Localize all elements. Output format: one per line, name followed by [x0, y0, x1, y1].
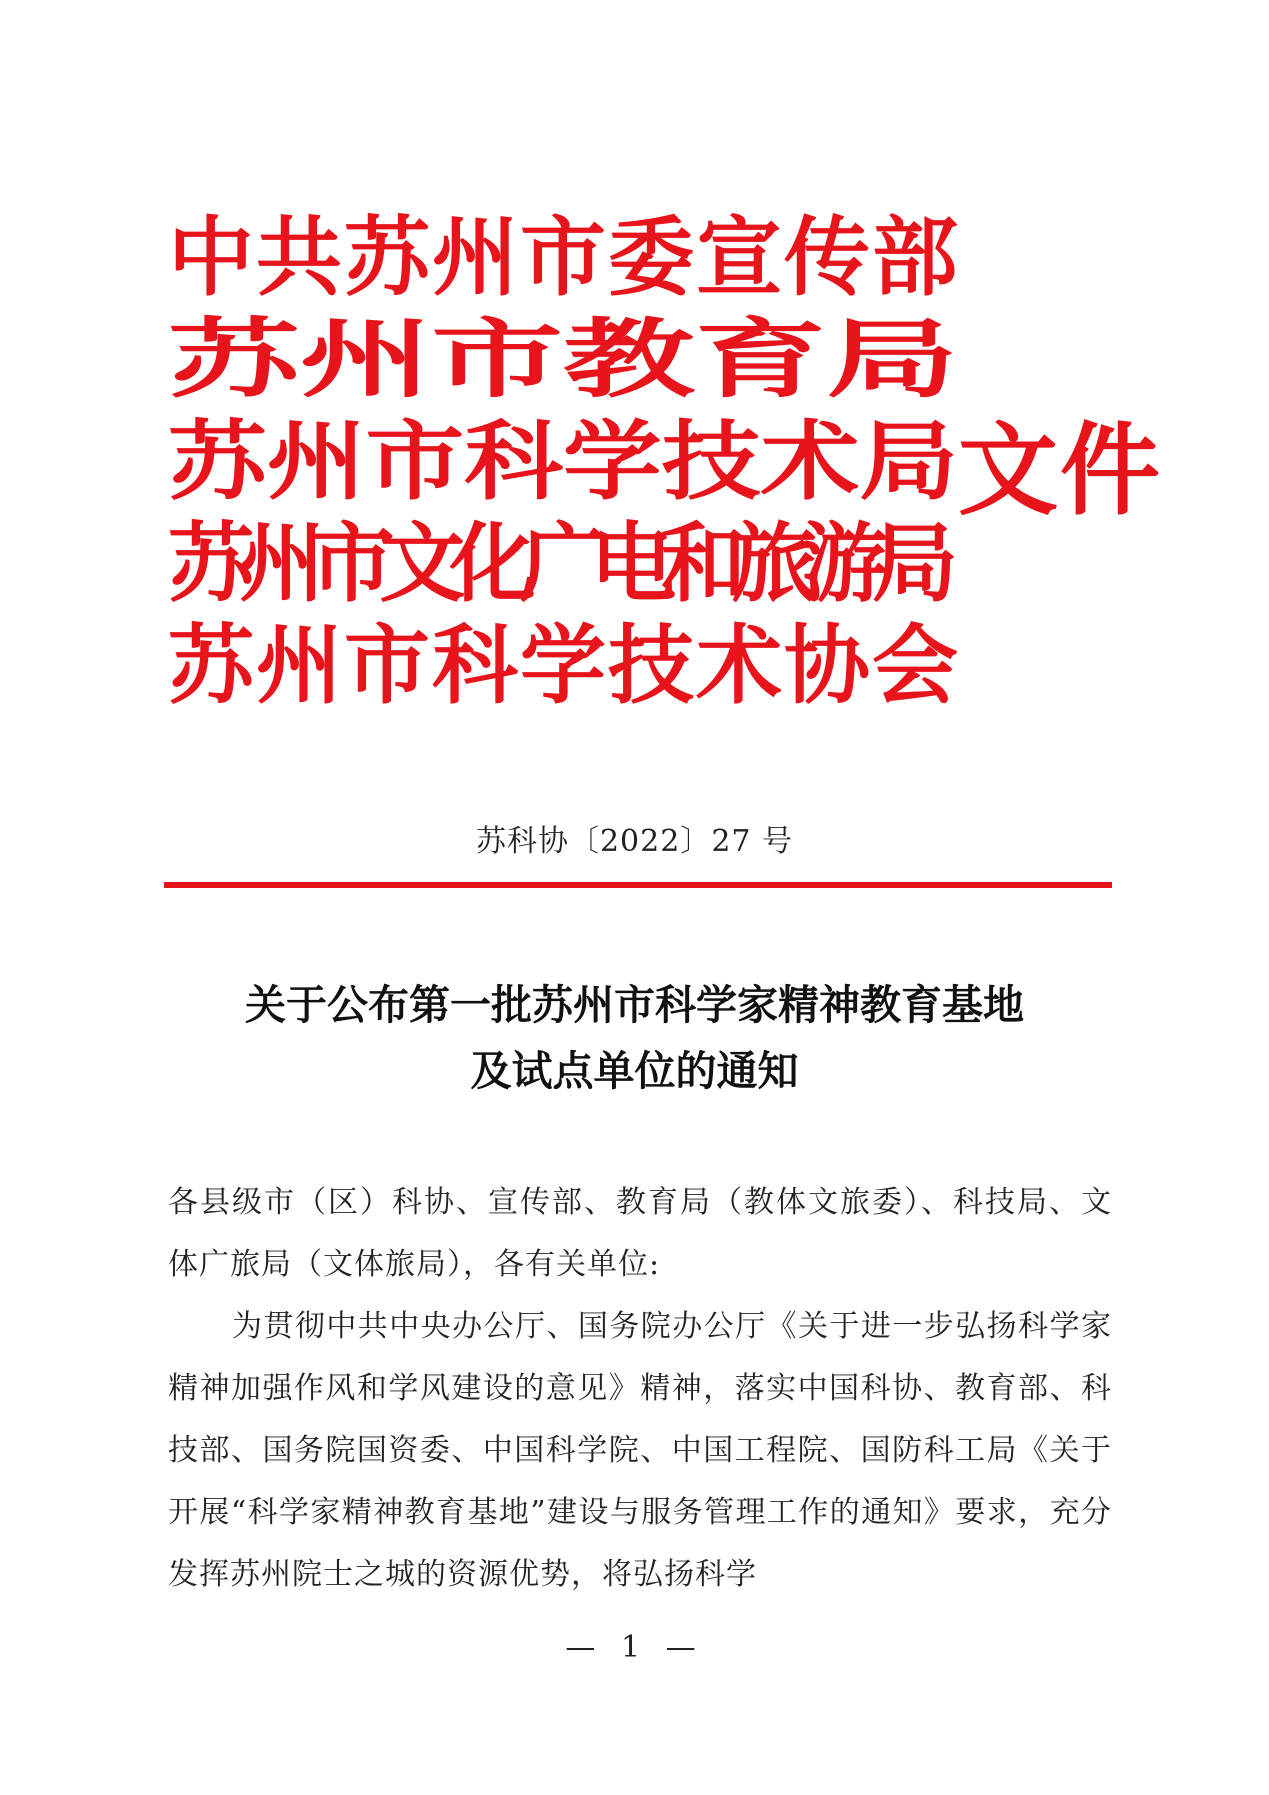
masthead-line-propaganda-dept: 中共苏州市委宣传部 [168, 207, 960, 308]
notice-title [0, 972, 1269, 1104]
page-number: — 1 — [565, 1630, 704, 1665]
masthead-line-education-bureau: 苏州市教育局 [168, 309, 958, 410]
document-number: 苏科协〔2022〕27 号 [475, 824, 794, 859]
body-paragraph-1: 为贯彻中共中央办公厅、国务院办公厅《关于进一步弘扬科学家精神加强作风和学风建设的意见》精神，落实中国科协、教育部、科技部、国务院国资委、中国科学院、中国工程院、国防科工局《关于开展“科学家精神教育基地”建设与服务管理工作的通知》要求，充分发挥苏州院士之城的资源优势，将弘扬科学 [168, 1309, 1112, 1592]
masthead-line-culture-tourism-bureau: 苏州市文化广电和旅游局 [168, 513, 943, 614]
notice-title-line-1: 关于公布第一批苏州市科学家精神教育基地 [245, 981, 1024, 1029]
notice-body [168, 1172, 1112, 1606]
red-separator-rule [164, 882, 1112, 888]
notice-title-line-2: 及试点单位的通知 [470, 1047, 799, 1095]
red-masthead [168, 207, 1162, 730]
masthead-suffix: 文件 [958, 411, 1162, 529]
masthead-line-science-association: 苏州市科学技术协会 [168, 615, 960, 716]
addressee-paragraph: 各县级市（区）科协、宣传部、教育局（教体文旅委）、科技局、文体广旅局（文体旅局），各有关单位: [168, 1185, 1112, 1282]
masthead-line-science-tech-bureau: 苏州市科学技术局 [168, 411, 958, 512]
